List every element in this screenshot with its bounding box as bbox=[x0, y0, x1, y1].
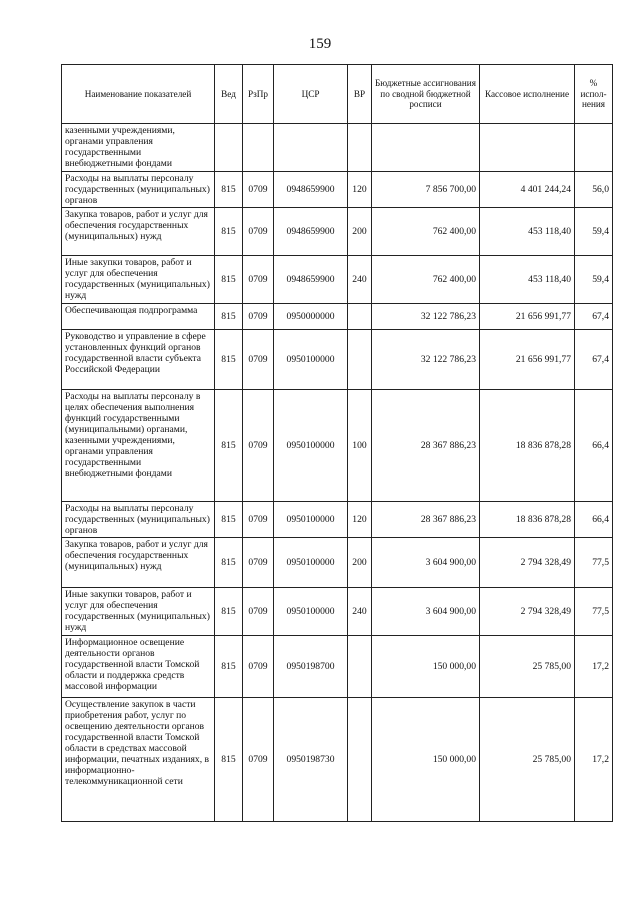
row-ved: 815 bbox=[215, 208, 243, 256]
row-vr: 200 bbox=[348, 208, 372, 256]
row-csr: 0950100000 bbox=[274, 538, 348, 588]
row-csr: 0948659900 bbox=[274, 208, 348, 256]
row-budget: 150 000,00 bbox=[372, 698, 480, 822]
row-name: Иные закупки товаров, работ и услуг для обеспечения государственных (муниципальных) нужд bbox=[62, 256, 215, 304]
row-rzpr: 0709 bbox=[243, 636, 274, 698]
row-budget: 3 604 900,00 bbox=[372, 538, 480, 588]
row-cash: 25 785,00 bbox=[480, 698, 575, 822]
table-header-row bbox=[62, 65, 613, 124]
budget-execution-table bbox=[61, 64, 613, 822]
table-row bbox=[62, 636, 613, 698]
row-ved: 815 bbox=[215, 330, 243, 390]
header-rzpr: РзПр bbox=[243, 65, 274, 124]
row-budget: 32 122 786,23 bbox=[372, 330, 480, 390]
row-ved: 815 bbox=[215, 390, 243, 502]
row-name: Руководство и управление в сфере установленных функций органов государственной власти субъекта Российской Федерации bbox=[62, 330, 215, 390]
header-budget: Бюджетные ассигнования по сводной бюджетной росписи bbox=[372, 65, 480, 124]
row-vr bbox=[348, 636, 372, 698]
row-cash: 18 836 878,28 bbox=[480, 390, 575, 502]
row-ved: 815 bbox=[215, 502, 243, 538]
row-budget: 150 000,00 bbox=[372, 636, 480, 698]
row-cash: 21 656 991,77 bbox=[480, 304, 575, 330]
row-vr: 240 bbox=[348, 256, 372, 304]
table-row bbox=[62, 172, 613, 208]
table-row bbox=[62, 304, 613, 330]
header-csr: ЦСР bbox=[274, 65, 348, 124]
header-name: Наименование показателей bbox=[62, 65, 215, 124]
row-vr: 240 bbox=[348, 588, 372, 636]
row-percent: 77,5 bbox=[575, 588, 613, 636]
row-percent: 67,4 bbox=[575, 304, 613, 330]
row-csr: 0948659900 bbox=[274, 256, 348, 304]
row-budget: 32 122 786,23 bbox=[372, 304, 480, 330]
row-percent: 56,0 bbox=[575, 172, 613, 208]
row-name: Закупка товаров, работ и услуг для обеспечения государственных (муниципальных) нужд bbox=[62, 538, 215, 588]
row-ved: 815 bbox=[215, 256, 243, 304]
row-budget: 762 400,00 bbox=[372, 208, 480, 256]
table-row bbox=[62, 502, 613, 538]
header-percent: % испол-нения bbox=[575, 65, 613, 124]
row-budget: 28 367 886,23 bbox=[372, 502, 480, 538]
row-csr: 0950100000 bbox=[274, 588, 348, 636]
row-csr: 0950100000 bbox=[274, 502, 348, 538]
row-percent bbox=[575, 124, 613, 172]
header-cash: Кассовое исполнение bbox=[480, 65, 575, 124]
row-percent: 67,4 bbox=[575, 330, 613, 390]
row-vr: 100 bbox=[348, 390, 372, 502]
row-rzpr: 0709 bbox=[243, 330, 274, 390]
row-ved: 815 bbox=[215, 636, 243, 698]
row-cash bbox=[480, 124, 575, 172]
table-row bbox=[62, 124, 613, 172]
row-ved: 815 bbox=[215, 698, 243, 822]
row-ved: 815 bbox=[215, 538, 243, 588]
row-cash: 18 836 878,28 bbox=[480, 502, 575, 538]
table-row bbox=[62, 538, 613, 588]
row-ved: 815 bbox=[215, 588, 243, 636]
table-row bbox=[62, 588, 613, 636]
row-csr: 0950100000 bbox=[274, 330, 348, 390]
row-name: казенными учреждениями, органами управления государственными внебюджетными фондами bbox=[62, 124, 215, 172]
row-percent: 59,4 bbox=[575, 208, 613, 256]
row-budget: 28 367 886,23 bbox=[372, 390, 480, 502]
row-csr: 0950198730 bbox=[274, 698, 348, 822]
row-name: Расходы на выплаты персоналу государственных (муниципальных) органов bbox=[62, 502, 215, 538]
row-rzpr: 0709 bbox=[243, 256, 274, 304]
row-cash: 25 785,00 bbox=[480, 636, 575, 698]
row-name: Осуществление закупок в части приобретения работ, услуг по освещению деятельности органов государственной власти Томской области в средствах массовой информации, печатных изданиях, в информационно-телекоммуникационной сети bbox=[62, 698, 215, 822]
row-percent: 66,4 bbox=[575, 390, 613, 502]
row-rzpr: 0709 bbox=[243, 304, 274, 330]
table-row bbox=[62, 390, 613, 502]
row-percent: 66,4 bbox=[575, 502, 613, 538]
row-rzpr: 0709 bbox=[243, 390, 274, 502]
row-percent: 17,2 bbox=[575, 636, 613, 698]
row-name: Иные закупки товаров, работ и услуг для обеспечения государственных (муниципальных) нужд bbox=[62, 588, 215, 636]
row-vr bbox=[348, 698, 372, 822]
row-vr: 120 bbox=[348, 172, 372, 208]
header-vr: ВР bbox=[348, 65, 372, 124]
row-rzpr: 0709 bbox=[243, 172, 274, 208]
row-name: Расходы на выплаты персоналу государственных (муниципальных) органов bbox=[62, 172, 215, 208]
row-cash: 4 401 244,24 bbox=[480, 172, 575, 208]
row-percent: 17,2 bbox=[575, 698, 613, 822]
row-name: Расходы на выплаты персоналу в целях обеспечения выполнения функций государственными (муниципальными) органами, казенными учреждениями, органами управления государственными внебюджетными фондами bbox=[62, 390, 215, 502]
row-cash: 453 118,40 bbox=[480, 208, 575, 256]
row-rzpr: 0709 bbox=[243, 208, 274, 256]
row-vr: 200 bbox=[348, 538, 372, 588]
row-csr bbox=[274, 124, 348, 172]
row-rzpr: 0709 bbox=[243, 538, 274, 588]
row-csr: 0950000000 bbox=[274, 304, 348, 330]
table-row bbox=[62, 330, 613, 390]
row-name: Обеспечивающая подпрограмма bbox=[62, 304, 215, 330]
row-vr bbox=[348, 304, 372, 330]
row-cash: 21 656 991,77 bbox=[480, 330, 575, 390]
header-ved: Вед bbox=[215, 65, 243, 124]
row-rzpr: 0709 bbox=[243, 588, 274, 636]
row-name: Информационное освещение деятельности органов государственной власти Томской области и поддержка средств массовой информации bbox=[62, 636, 215, 698]
row-budget bbox=[372, 124, 480, 172]
row-percent: 59,4 bbox=[575, 256, 613, 304]
row-rzpr: 0709 bbox=[243, 502, 274, 538]
page-number: 159 bbox=[308, 36, 332, 52]
row-cash: 2 794 328,49 bbox=[480, 588, 575, 636]
row-budget: 762 400,00 bbox=[372, 256, 480, 304]
row-ved bbox=[215, 124, 243, 172]
row-name: Закупка товаров, работ и услуг для обеспечения государственных (муниципальных) нужд bbox=[62, 208, 215, 256]
table-row bbox=[62, 256, 613, 304]
row-percent: 77,5 bbox=[575, 538, 613, 588]
row-csr: 0948659900 bbox=[274, 172, 348, 208]
row-cash: 453 118,40 bbox=[480, 256, 575, 304]
row-rzpr bbox=[243, 124, 274, 172]
row-cash: 2 794 328,49 bbox=[480, 538, 575, 588]
table-row bbox=[62, 698, 613, 822]
row-budget: 3 604 900,00 bbox=[372, 588, 480, 636]
row-budget: 7 856 700,00 bbox=[372, 172, 480, 208]
row-vr bbox=[348, 330, 372, 390]
table-row bbox=[62, 208, 613, 256]
row-vr bbox=[348, 124, 372, 172]
row-csr: 0950100000 bbox=[274, 390, 348, 502]
row-csr: 0950198700 bbox=[274, 636, 348, 698]
row-vr: 120 bbox=[348, 502, 372, 538]
row-ved: 815 bbox=[215, 304, 243, 330]
row-ved: 815 bbox=[215, 172, 243, 208]
row-rzpr: 0709 bbox=[243, 698, 274, 822]
